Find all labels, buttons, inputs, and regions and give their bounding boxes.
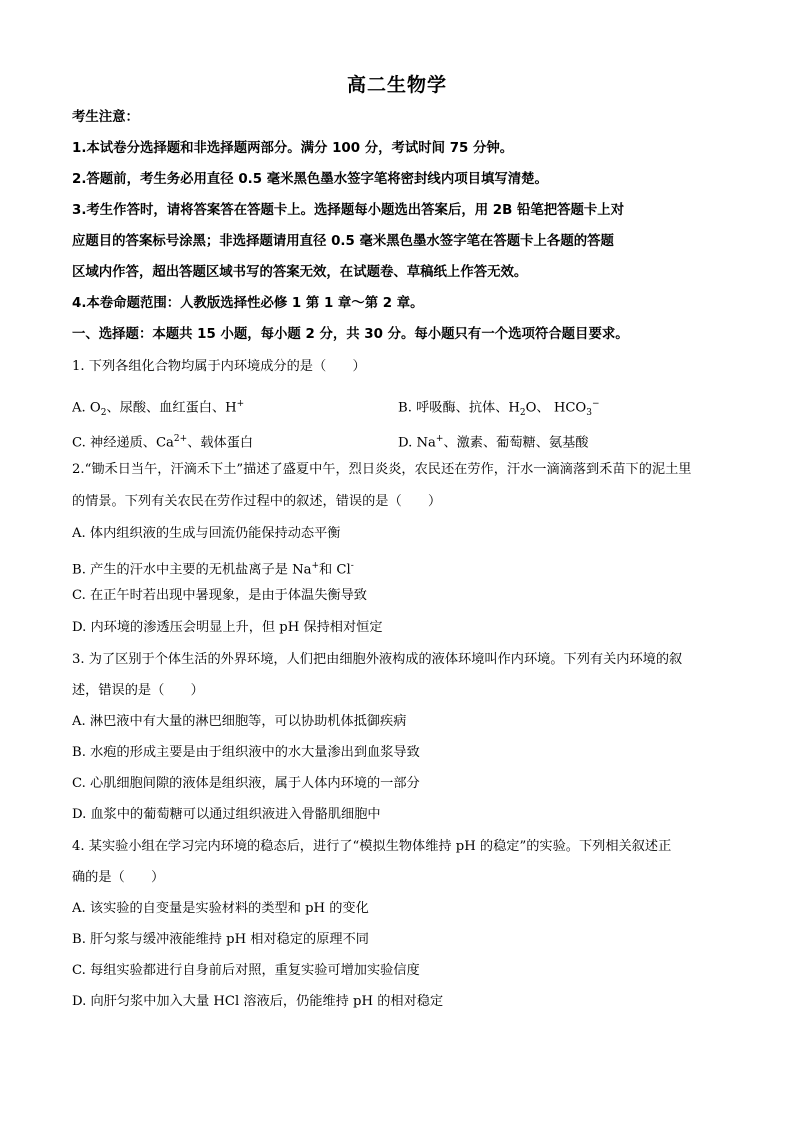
question-4-option-a: A. 该实验的自变量是实验材料的类型和 pH 的变化: [72, 901, 369, 916]
question-4-option-d: D. 向肝匀浆中加入大量 HCl 溶液后，仍能维持 pH 的相对稳定: [72, 994, 444, 1009]
notice-1: 1.本试卷分选择题和非选择题两部分。满分 100 分，考试时间 75 分钟。: [72, 141, 514, 156]
section-heading: 一、选择题：本题共 15 小题，每小题 2 分，共 30 分。每小题只有一个选项符合题目要求。: [72, 327, 629, 342]
question-2-option-a: A. 体内组织液的生成与回流仍能保持动态平衡: [72, 526, 341, 541]
question-3-stem-line-2: 述，错误的是（ ）: [72, 683, 204, 698]
notice-heading: 考生注意：: [72, 110, 139, 125]
question-2-option-d: D. 内环境的渗透压会明显上升，但 pH 保持相对恒定: [72, 620, 383, 635]
question-1-option-c: C. 神经递质、$Ca^{2+}$、载体蛋白: [72, 434, 254, 451]
question-4-option-b: B. 肝匀浆与缓冲液能维持 pH 相对稳定的原理不同: [72, 932, 369, 947]
question-2-option-c: C. 在正午时若出现中暑现象，是由于体温失衡导致: [72, 588, 367, 603]
question-2-stem-line-1: 2.“锄禾日当午，汗滴禾下土”描述了盛夏中午，烈日炎炎，农民还在劳作，汗水一滴滴落到禾苗下的泥土里: [72, 462, 692, 477]
question-2-option-b: B. 产生的汗水中主要的无机盐离子是 Na+和 Cl-: [72, 561, 354, 578]
question-4-option-c: C. 每组实验都进行自身前后对照，重复实验可增加实验信度: [72, 963, 420, 978]
notice-3-line-1: 3.考生作答时，请将答案答在答题卡上。选择题每小题选出答案后，用 2B 铅笔把答题卡上对: [72, 203, 625, 218]
question-3-option-a: A. 淋巴液中有大量的淋巴细胞等，可以协助机体抵御疾病: [72, 714, 407, 729]
question-4-stem-line-2: 确的是（ ）: [72, 870, 165, 885]
notice-3-line-3: 区域内作答，超出答题区域书写的答案无效，在试题卷、草稿纸上作答无效。: [72, 265, 528, 280]
question-1-option-a: A. $O_2$、尿酸、血红蛋白、H+: [72, 399, 245, 419]
notice-4: 4.本卷命题范围：人教版选择性必修 1 第 1 章～第 2 章。: [72, 296, 424, 311]
question-3-option-c: C. 心肌细胞间隙的液体是组织液，属于人体内环境的一部分: [72, 776, 420, 791]
question-2-stem-line-2: 的情景。下列有关农民在劳作过程中的叙述，错误的是（ ）: [72, 494, 442, 509]
question-3-option-b: B. 水疱的形成主要是由于组织液中的水大量渗出到血浆导致: [72, 745, 420, 760]
question-1-option-b: B. 呼吸酶、抗体、$H_2O$、 $HCO_3^-$: [398, 399, 600, 419]
question-3-stem-line-1: 3. 为了区别于个体生活的外界环境，人们把由细胞外液构成的液体环境叫作内环境。下列有关内环境的叙: [72, 652, 683, 667]
question-1-option-d: D. Na+、激素、葡萄糖、氨基酸: [398, 434, 589, 451]
notice-2: 2.答题前，考生务必用直径 0.5 毫米黑色墨水签字笔将密封线内项目填写清楚。: [72, 172, 548, 187]
question-1-stem: 1. 下列各组化合物均属于内环境成分的是（ ）: [72, 359, 366, 374]
page-title: 高二生物学: [346, 74, 447, 96]
question-3-option-d: D. 血浆中的葡萄糖可以通过组织液进入骨骼肌细胞中: [72, 807, 381, 822]
notice-3-line-2: 应题目的答案标号涂黑；非选择题请用直径 0.5 毫米黑色墨水签字笔在答题卡上各题的答题: [72, 234, 614, 249]
question-4-stem-line-1: 4. 某实验小组在学习完内环境的稳态后，进行了“模拟生物体维持 pH 的稳定”的实验。下列相关叙述正: [72, 839, 672, 854]
